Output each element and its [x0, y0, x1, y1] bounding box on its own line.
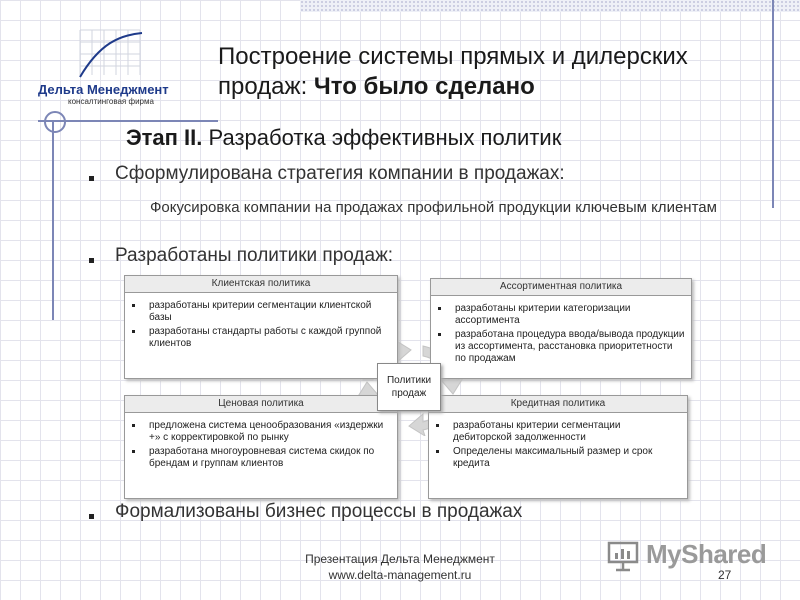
panel-title: Ассортиментная политика	[431, 279, 691, 296]
panel-title: Ценовая политика	[125, 396, 397, 413]
left-accent-line	[52, 120, 54, 320]
list-item: разработаны критерии категоризации ассортимента	[455, 303, 685, 327]
footer-url[interactable]: www.delta-management.ru	[328, 568, 472, 582]
title-line-1: Построение системы прямых и дилерских	[218, 43, 688, 70]
top-dotted-band	[300, 0, 800, 12]
panel-price-policy	[124, 395, 398, 499]
logo-name: Дельта Менеджмент	[38, 82, 169, 97]
bullet-marker	[89, 258, 94, 263]
list-item: разработана многоуровневая система скидок по брендам и группам клиентов	[149, 446, 391, 470]
footer-presentation: Презентация Дельта Менеджмент	[305, 552, 495, 566]
list-item: разработаны критерии сегментации дебиторской задолженности	[453, 420, 681, 444]
page-number: 27	[718, 568, 732, 582]
panel-list	[429, 413, 687, 470]
myshared-watermark	[606, 536, 776, 576]
panel-credit-policy	[428, 395, 688, 499]
slide-title	[218, 42, 758, 102]
list-item: разработана процедура ввода/вывода продукции из ассортимента, расстановка приоритетности по продажам	[455, 329, 685, 364]
title-line-2-prefix: продаж:	[218, 73, 314, 100]
sales-policies-center: Политики продаж	[377, 363, 441, 411]
bullet-marker	[89, 176, 94, 181]
bullet-processes: Формализованы бизнес процессы в продажах	[115, 501, 523, 522]
bullet-strategy: Сформулирована стратегия компании в продажах:	[115, 163, 565, 184]
panel-client-policy	[124, 275, 398, 379]
stage-text: Разработка эффективных политик	[202, 125, 562, 150]
bullet-marker	[89, 514, 94, 519]
panel-list	[431, 296, 691, 365]
list-item: разработаны критерии сегментации клиентской базы	[149, 300, 391, 324]
right-accent-line	[772, 0, 774, 208]
strategy-detail: Фокусировка компании на продажах профильной продукции ключевым клиентам	[150, 199, 717, 216]
title-line-2	[218, 72, 758, 102]
logo-subtitle: консалтинговая фирма	[68, 97, 154, 106]
panel-list	[125, 293, 397, 350]
stage-heading	[126, 125, 561, 151]
presentation-board-icon	[606, 540, 640, 572]
panel-list	[125, 413, 397, 470]
list-item: разработаны стандарты работы с каждой группой клиентов	[149, 326, 391, 350]
crosshair-circle	[44, 111, 66, 133]
bullet-policies: Разработаны политики продаж:	[115, 245, 394, 266]
panel-assortment-policy	[430, 278, 692, 379]
list-item: предложена система ценообразования «издержки +» с корректировкой по рынку	[149, 420, 391, 444]
title-line-2-bold: Что было сделано	[313, 73, 535, 100]
list-item: Определены максимальный размер и срок кредита	[453, 446, 681, 470]
stage-prefix: Этап II.	[126, 125, 203, 150]
watermark-text: MyShared	[646, 539, 767, 569]
panel-title: Кредитная политика	[429, 396, 687, 413]
panel-title: Клиентская политика	[125, 276, 397, 293]
footer	[270, 551, 530, 583]
